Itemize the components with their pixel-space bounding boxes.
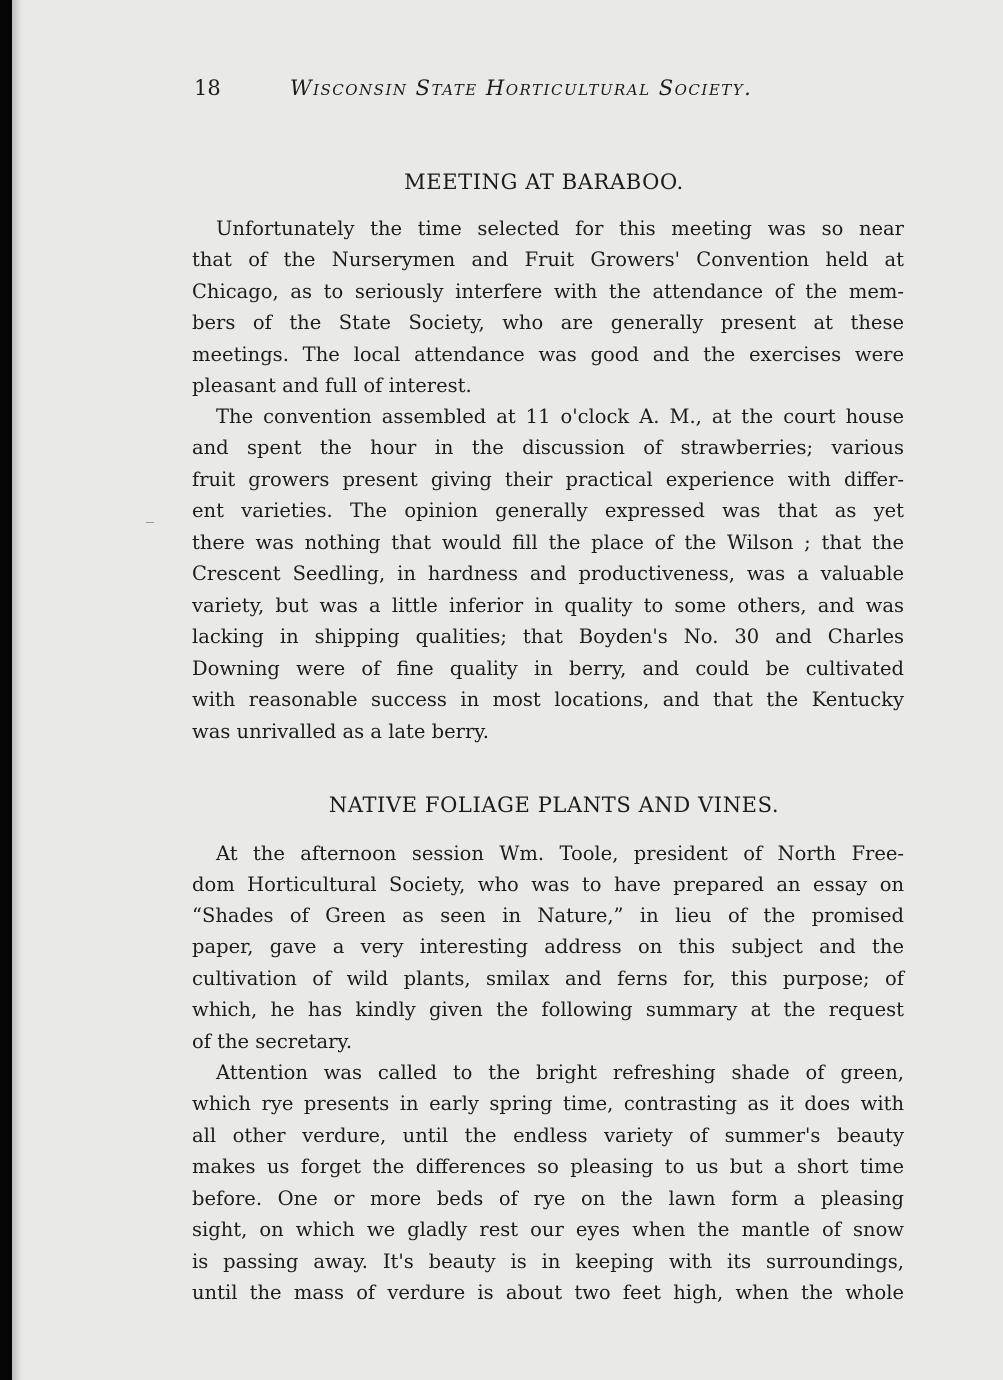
page-number: 18 xyxy=(194,76,221,100)
text-line: variety, but was a little inferior in quality to some others, and was xyxy=(192,594,904,617)
text-line: which, he has kindly given the following summary at the request xyxy=(192,998,904,1021)
text-line: sight, on which we gladly rest our eyes when the mantle of snow xyxy=(192,1218,904,1241)
text-line: until the mass of verdure is about two feet high, when the whole xyxy=(192,1281,904,1304)
text-line: with reasonable success in most locations, and that the Kentucky xyxy=(192,688,904,711)
text-line: bers of the State Society, who are generally present at these xyxy=(192,311,904,334)
text-line: Chicago, as to seriously interfere with the attendance of the mem- xyxy=(192,280,904,303)
text-line: there was nothing that would fill the place of the Wilson ; that the xyxy=(192,531,904,554)
text-line: was unrivalled as a late berry. xyxy=(192,720,489,743)
text-line: At the afternoon session Wm. Toole, president of North Free- xyxy=(216,842,904,865)
text-line: ent varieties. The opinion generally expressed was that as yet xyxy=(192,499,904,522)
binding-shadow xyxy=(12,0,22,1380)
section-heading: NATIVE FOLIAGE PLANTS AND VINES. xyxy=(328,793,780,817)
text-line: The convention assembled at 11 o'clock A. M., at the court house xyxy=(216,405,904,428)
text-line: meetings. The local attendance was good and the exercises were xyxy=(192,343,904,366)
text-line: and spent the hour in the discussion of strawberries; various xyxy=(192,436,904,459)
text-line: Attention was called to the bright refreshing shade of green, xyxy=(216,1061,904,1084)
book-binding-edge xyxy=(0,0,12,1380)
text-line: Unfortunately the time selected for this meeting was so near xyxy=(216,217,904,240)
text-line: that of the Nurserymen and Fruit Growers' Convention held at xyxy=(192,248,904,271)
text-line: dom Horticultural Society, who was to have prepared an essay on xyxy=(192,873,904,896)
text-line: is passing away. It's beauty is in keeping with its surroundings, xyxy=(192,1250,904,1273)
text-line: paper, gave a very interesting address on this subject and the xyxy=(192,935,904,958)
text-line: fruit growers present giving their practical experience with differ- xyxy=(192,468,904,491)
text-line: all other verdure, until the endless variety of summer's beauty xyxy=(192,1124,904,1147)
text-line: makes us forget the differences so pleasing to us but a short time xyxy=(192,1155,904,1178)
text-line: Crescent Seedling, in hardness and productiveness, was a valuable xyxy=(192,562,904,585)
text-line: of the secretary. xyxy=(192,1030,353,1053)
page-header xyxy=(192,74,812,110)
text-line: before. One or more beds of rye on the lawn form a pleasing xyxy=(192,1187,904,1210)
section-heading: MEETING AT BARABOO. xyxy=(404,170,684,194)
text-line: Downing were of fine quality in berry, and could be cultivated xyxy=(192,657,904,680)
text-line: pleasant and full of interest. xyxy=(192,374,472,397)
text-line: lacking in shipping qualities; that Boyden's No. 30 and Charles xyxy=(192,625,904,648)
text-line: “Shades of Green as seen in Nature,” in lieu of the promised xyxy=(192,904,904,927)
text-line: cultivation of wild plants, smilax and ferns for, this purpose; of xyxy=(192,967,904,990)
text-line: which rye presents in early spring time, contrasting as it does with xyxy=(192,1092,904,1115)
margin-mark xyxy=(146,522,154,523)
running-head: Wisconsin State Horticultural Society. xyxy=(290,76,753,100)
